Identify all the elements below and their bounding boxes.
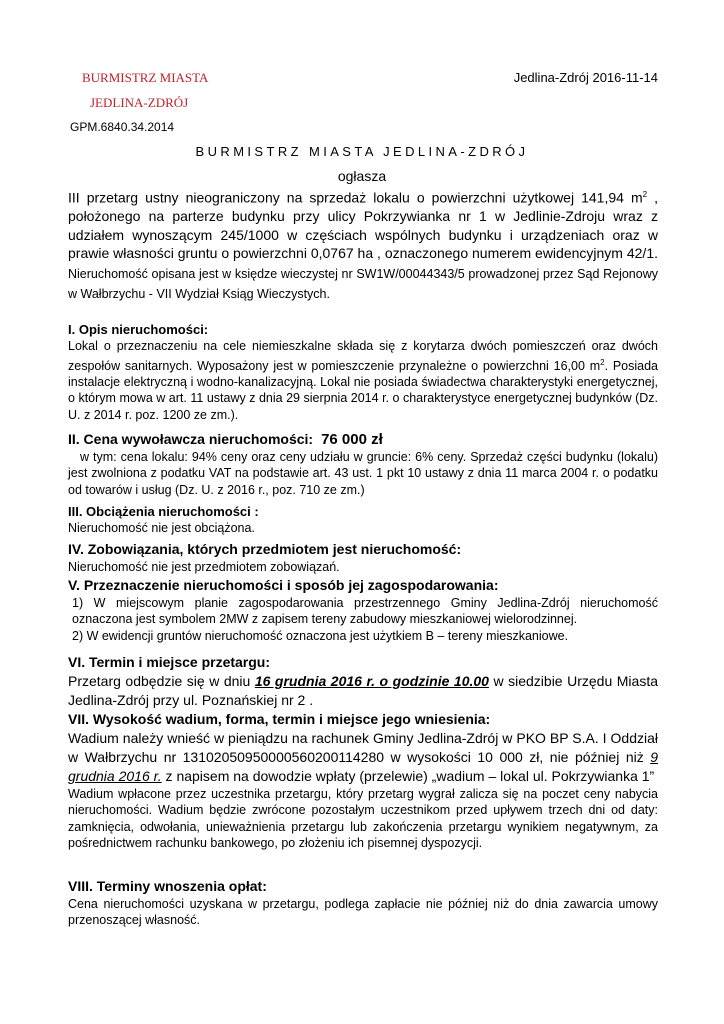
section-5-item-2: 2) W ewidencji gruntów nieruchomość oznaczona jest użytkiem B – tereny mieszkaniowe. (72, 628, 569, 643)
auction-date: 16 grudnia 2016 r. o godzinie 10.00 (254, 673, 489, 689)
section-4-text: Nieruchomość nie jest przedmiotem zobowiązań. (68, 560, 340, 574)
section-6-heading: VI. Termin i miejsce przetargu: (68, 654, 271, 670)
section-7 (68, 710, 658, 851)
section-2-heading: II. Cena wywoławcza nieruchomości: (68, 431, 314, 447)
starting-price: 76 000 zł (321, 431, 383, 448)
section-6-text-a: Przetarg odbędzie się w dniu (68, 673, 255, 689)
section-7-text-c: Wadium wpłacone przez uczestnika przetargu, który przetarg wygrał zalicza się na poczet ceny nabycia nieruchomości. Wadium będzie zwrócone pozostałym uczestnikom przed upływem trzech dni od daty: zamknięcia, odwołania, unieważnienia przetargu lub zakończenia przetargu wynikiem negatywnym, za pośrednictwem rachunku bankowego, po złożeniu ich pisemnej dyspozycji. (68, 787, 658, 850)
section-7-text-b: z napisem na dowodzie wpłaty (przelewie) „wadium – lokal ul. Pokrzywianka 1” (161, 768, 655, 784)
section-5-item-1: 1) W miejscowym planie zagospodarowania przestrzennego Gminy Jedlina-Zdrój nieruchomość oznaczona jest symbolem 2MW z zapisem tereny zabudowy mieszkaniowej wielorodzinnej. (72, 596, 658, 627)
section-5 (68, 576, 658, 644)
section-2-text: w tym: cena lokalu: 94% ceny oraz ceny udziału w gruncie: 6% ceny. Sprzedaż części budynku (lokalu) jest zwolniona z podatku VAT na podstawie art. 43 ust. 1 pkt 10 ustawy z dnia 11 marca 2004 r. o podatku od towarów i usług (Dz. U. z 2016 r., poz. 710 ze zm.) (68, 450, 658, 497)
section-1-text-a: Lokal o przeznaczeniu na cele niemieszkalne składa się z korytarza dwóch pomieszczeń oraz dwóch zespołów sanitarnych. Wyposażony jest w pomieszczenie przynależne o powierzchni 16,00 m (68, 339, 658, 373)
section-4-heading: IV. Zobowiązania, których przedmiotem jest nieruchomość: (68, 541, 462, 557)
intro-paragraph (68, 186, 658, 303)
section-6-text-b: w siedzibie Urzędu Miasta Jedlina-Zdrój przy ul. Poznańskiej nr 2 . (68, 673, 658, 708)
section-2 (68, 430, 658, 498)
announces-label: ogłasza (337, 168, 387, 184)
issuer-line-1: BURMISTRZ MIASTA (82, 70, 209, 85)
section-7-heading: VII. Wysokość wadium, forma, termin i miejsce jego wniesienia: (68, 711, 491, 727)
section-1 (68, 322, 658, 423)
section-1-heading: I. Opis nieruchomości: (68, 322, 209, 337)
case-signature: GPM.6840.34.2014 (70, 120, 175, 134)
section-4 (68, 540, 658, 575)
issuer-line-2: JEDLINA-ZDRÓJ (90, 95, 189, 110)
section-8 (68, 877, 658, 929)
intro-text-a: III przetarg ustny nieograniczony na sprzedaż lokalu o powierzchni użytkowej 141,94 m (68, 189, 643, 206)
intro-sup: 2 (642, 190, 648, 199)
section-6 (68, 653, 658, 710)
section-5-heading: V. Przeznaczenie nieruchomości i sposób jej zagospodarowania: (68, 577, 499, 593)
intro-text-b: , położonego na parterze budynku przy ulicy Pokrzywianka nr 1 w Jedlinie-Zdroju wraz z udziałem wynoszącym 245/1000 w częściach wspólnych budynku i urządzeniach oraz w prawie własności gruntu o powierzchni 0,0767 ha , oznaczonego numerem ewidencyjnym 42/1. (68, 189, 658, 262)
section-1-text-b: . Posiada instalacje elektryczną i wodno-kanalizacyjną. Lokal nie posiada świadectwa charakterystyki energetycznej, o którym mowa w art. 11 ustawy z dnia 29 sierpnia 2014 r. o charakterystyce energetycznej budynków (Dz. U. z 2014 r. poz. 1200 ze zm.). (68, 358, 659, 422)
deposit-deadline: 9 grudnia 2016 r. (68, 749, 658, 784)
section-8-heading: VIII. Terminy wnoszenia opłat: (68, 878, 267, 894)
section-8-text: Cena nieruchomości uzyskana w przetargu, podlega zapłacie nie później niż do dnia zawarcia umowy przenoszącej własność. (68, 897, 658, 928)
document-title: BURMISTRZ MIASTA JEDLINA-ZDRÓJ (195, 144, 529, 159)
section-7-text-a: Wadium należy wnieść w pieniądzu na rachunek Gminy Jedlina-Zdrój w PKO BP S.A. I Oddział w Wałbrzychu nr 13102050950000560200114280 w wysokości 10 000 zł, nie później niż (68, 730, 658, 765)
section-1-sup: 2 (600, 357, 605, 367)
section-3 (68, 504, 658, 537)
place-date: Jedlina-Zdrój 2016-11-14 (513, 70, 658, 85)
section-3-text: Nieruchomość nie jest obciążona. (68, 521, 255, 536)
intro-text-c: Nieruchomość opisana jest w księdze wieczystej nr SW1W/00044343/5 prowadzonej przez Sąd Rejonowy w Wałbrzychu - VII Wydział Ksiąg Wieczystych. (68, 267, 658, 301)
section-3-heading: III. Obciążenia nieruchomości : (68, 504, 259, 519)
